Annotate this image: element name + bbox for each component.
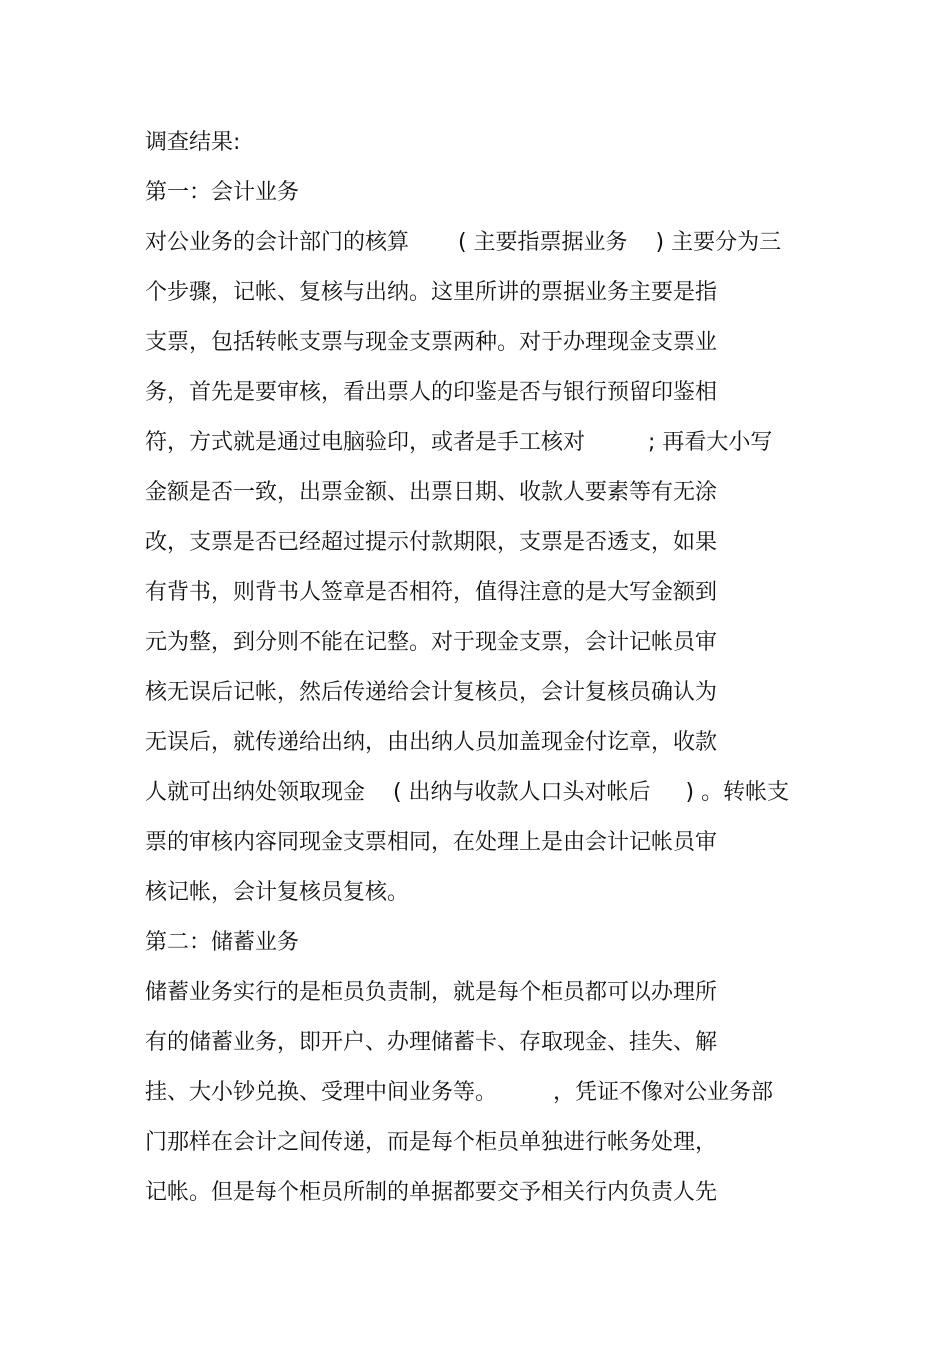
paragraph-line: 票的审核内容同现金支票相同，在处理上是由会计记帐员审 [145, 830, 718, 855]
paragraph-line: 核记帐，会计复核员复核。 [145, 880, 410, 905]
paragraph-line: 储蓄业务实行的是柜员负责制，就是每个柜员都可以办理所 [145, 980, 718, 1005]
paragraph-line: 支票，包括转帐支票与现金支票两种。对于办理现金支票业 [145, 330, 718, 355]
heading-section-1: 第一：会计业务 [145, 180, 300, 205]
heading-survey-results: 调查结果: [145, 130, 241, 155]
paragraph-line: 元为整，到分则不能在记整。对于现金支票，会计记帐员审 [145, 630, 718, 655]
paragraph-line: 务，首先是要审核，看出票人的印鉴是否与银行预留印鉴相 [145, 380, 718, 405]
paragraph-line: 符，方式就是通过电脑验印，或者是手工核对 ; 再看大小写 [145, 430, 773, 455]
paragraph-line: 个步骤，记帐、复核与出纳。这里所讲的票据业务主要是指 [145, 280, 718, 305]
paragraph-line: 改，支票是否已经超过提示付款期限，支票是否透支，如果 [145, 530, 718, 555]
paragraph-line: 有的储蓄业务，即开户、办理储蓄卡、存取现金、挂失、解 [145, 1030, 718, 1055]
paragraph-line: 金额是否一致，出票金额、出票日期、收款人要素等有无涂 [145, 480, 718, 505]
heading-section-2: 第二：储蓄业务 [145, 930, 300, 955]
paragraph-line: 无误后，就传递给出纳，由出纳人员加盖现金付讫章，收款 [145, 730, 718, 755]
paragraph-line: 门那样在会计之间传递，而是每个柜员单独进行帐务处理， [145, 1130, 718, 1155]
paragraph-line: 人就可出纳处领取现金 ( 出纳与收款人口头对帐后 ) 。转帐支 [145, 780, 790, 805]
paragraph-line: 对公业务的会计部门的核算 ( 主要指票据业务 ) 主要分为三 [145, 230, 782, 255]
paragraph-line: 有背书，则背书人签章是否相符，值得注意的是大写金额到 [145, 580, 718, 605]
paragraph-line: 挂、大小钞兑换、受理中间业务等。 ，凭证不像对公业务部 [145, 1080, 773, 1105]
paragraph-line: 记帐。但是每个柜员所制的单据都要交予相关行内负责人先 [145, 1180, 718, 1205]
paragraph-line: 核无误后记帐，然后传递给会计复核员，会计复核员确认为 [145, 680, 718, 705]
